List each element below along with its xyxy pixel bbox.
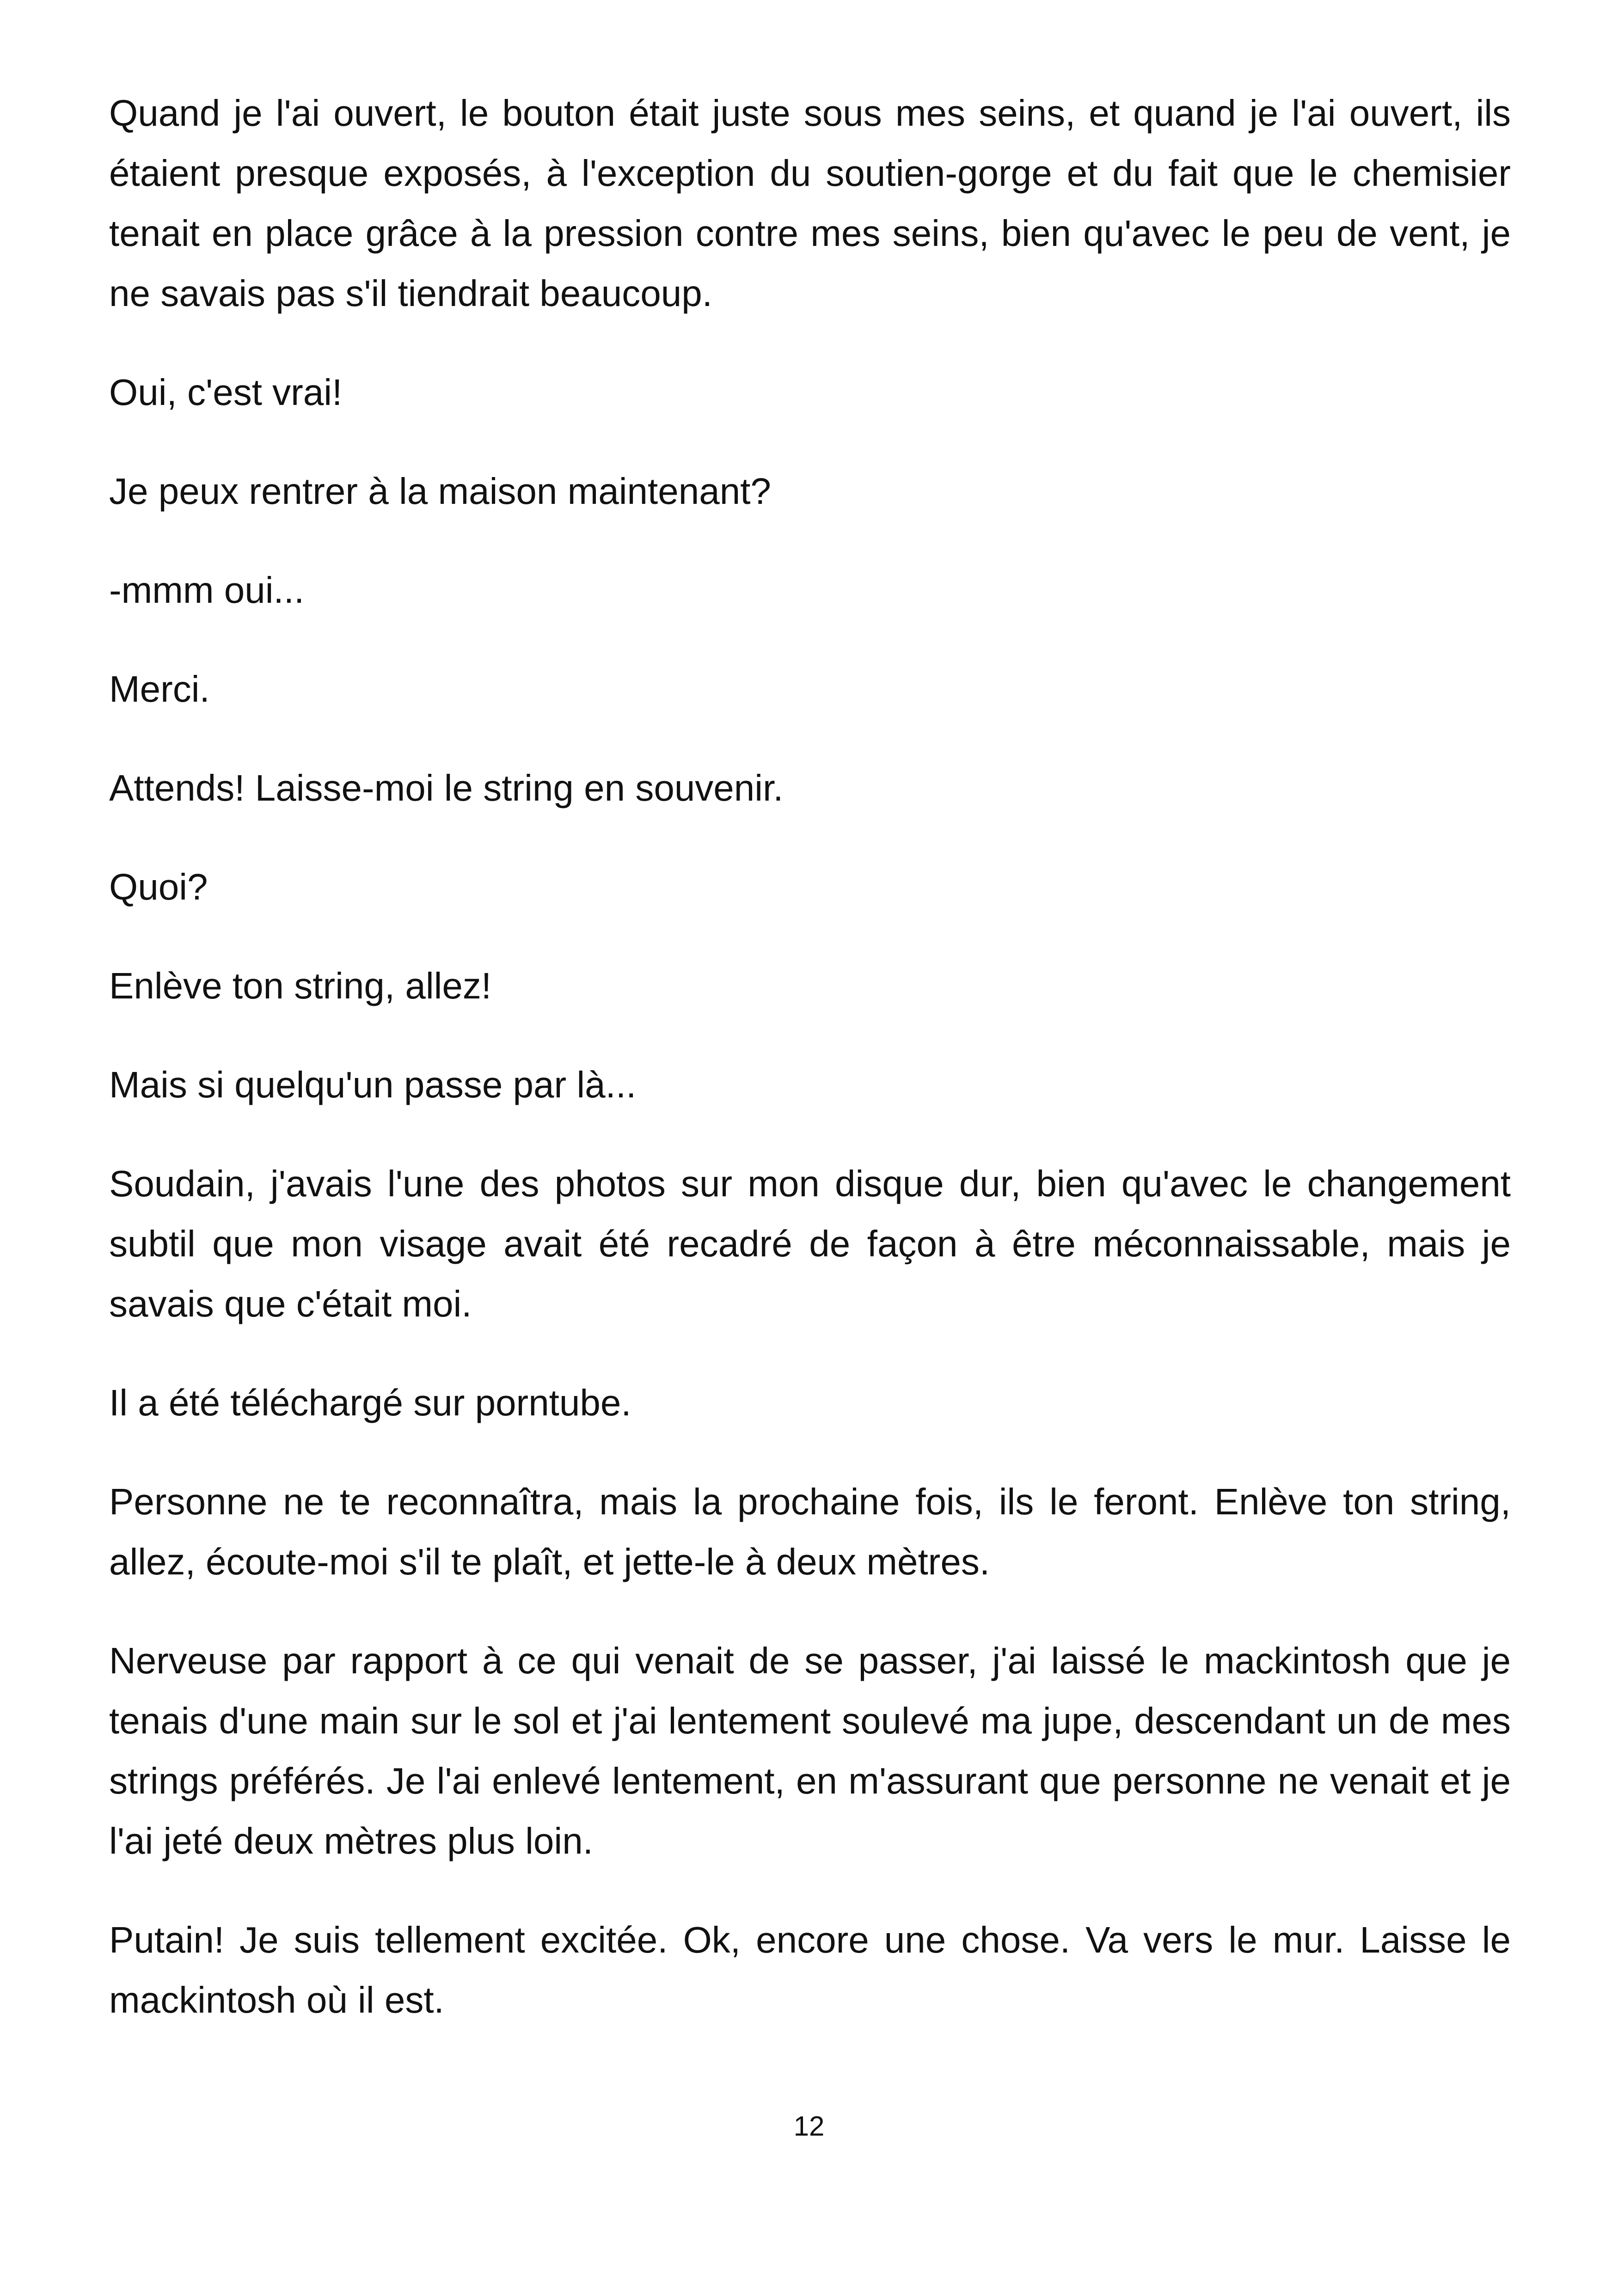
paragraph: Oui, c'est vrai! — [109, 372, 343, 413]
paragraph: Enlève ton string, allez! — [109, 965, 492, 1006]
paragraph: Mais si quelqu'un passe par là... — [109, 1064, 637, 1105]
paragraph: Personne ne te reconnaîtra, mais la prochaine fois, ils le feront. Enlève ton string, allez, écoute-moi s'il te plaît, et jette-le à deux mètres. — [109, 1481, 1511, 1582]
paragraph: Je peux rentrer à la maison maintenant? — [109, 471, 771, 512]
body-text — [109, 83, 1511, 2030]
page-number: 12 — [793, 2111, 825, 2142]
paragraph: Quand je l'ai ouvert, le bouton était juste sous mes seins, et quand je l'ai ouvert, ils étaient presque exposés, à l'exception du soutien-gorge et du fait que le chemisier tenait en place grâce à la pression contre mes seins, bien qu'avec le peu de vent, je ne savais pas s'il tiendrait beaucoup. — [109, 92, 1511, 314]
paragraph: -mmm oui... — [109, 569, 305, 611]
paragraph: Merci. — [109, 668, 210, 710]
paragraph: Putain! Je suis tellement excitée. Ok, encore une chose. Va vers le mur. Laisse le mackintosh où il est. — [109, 1919, 1511, 2020]
paragraph: Nerveuse par rapport à ce qui venait de se passer, j'ai laissé le mackintosh que je tenais d'une main sur le sol et j'ai lentement soulevé ma jupe, descendant un de mes strings préférés. Je l'ai enlevé lentement, en m'assurant que personne ne venait et je l'ai jeté deux mètres plus loin. — [109, 1640, 1511, 1861]
paragraph: Attends! Laisse-moi le string en souvenir. — [109, 767, 784, 808]
paragraph: Quoi? — [109, 866, 208, 907]
paragraph: Il a été téléchargé sur porntube. — [109, 1382, 631, 1423]
paragraph: Soudain, j'avais l'une des photos sur mon disque dur, bien qu'avec le changement subtil que mon visage avait été recadré de façon à être méconnaissable, mais je savais que c'était moi. — [109, 1163, 1511, 1324]
